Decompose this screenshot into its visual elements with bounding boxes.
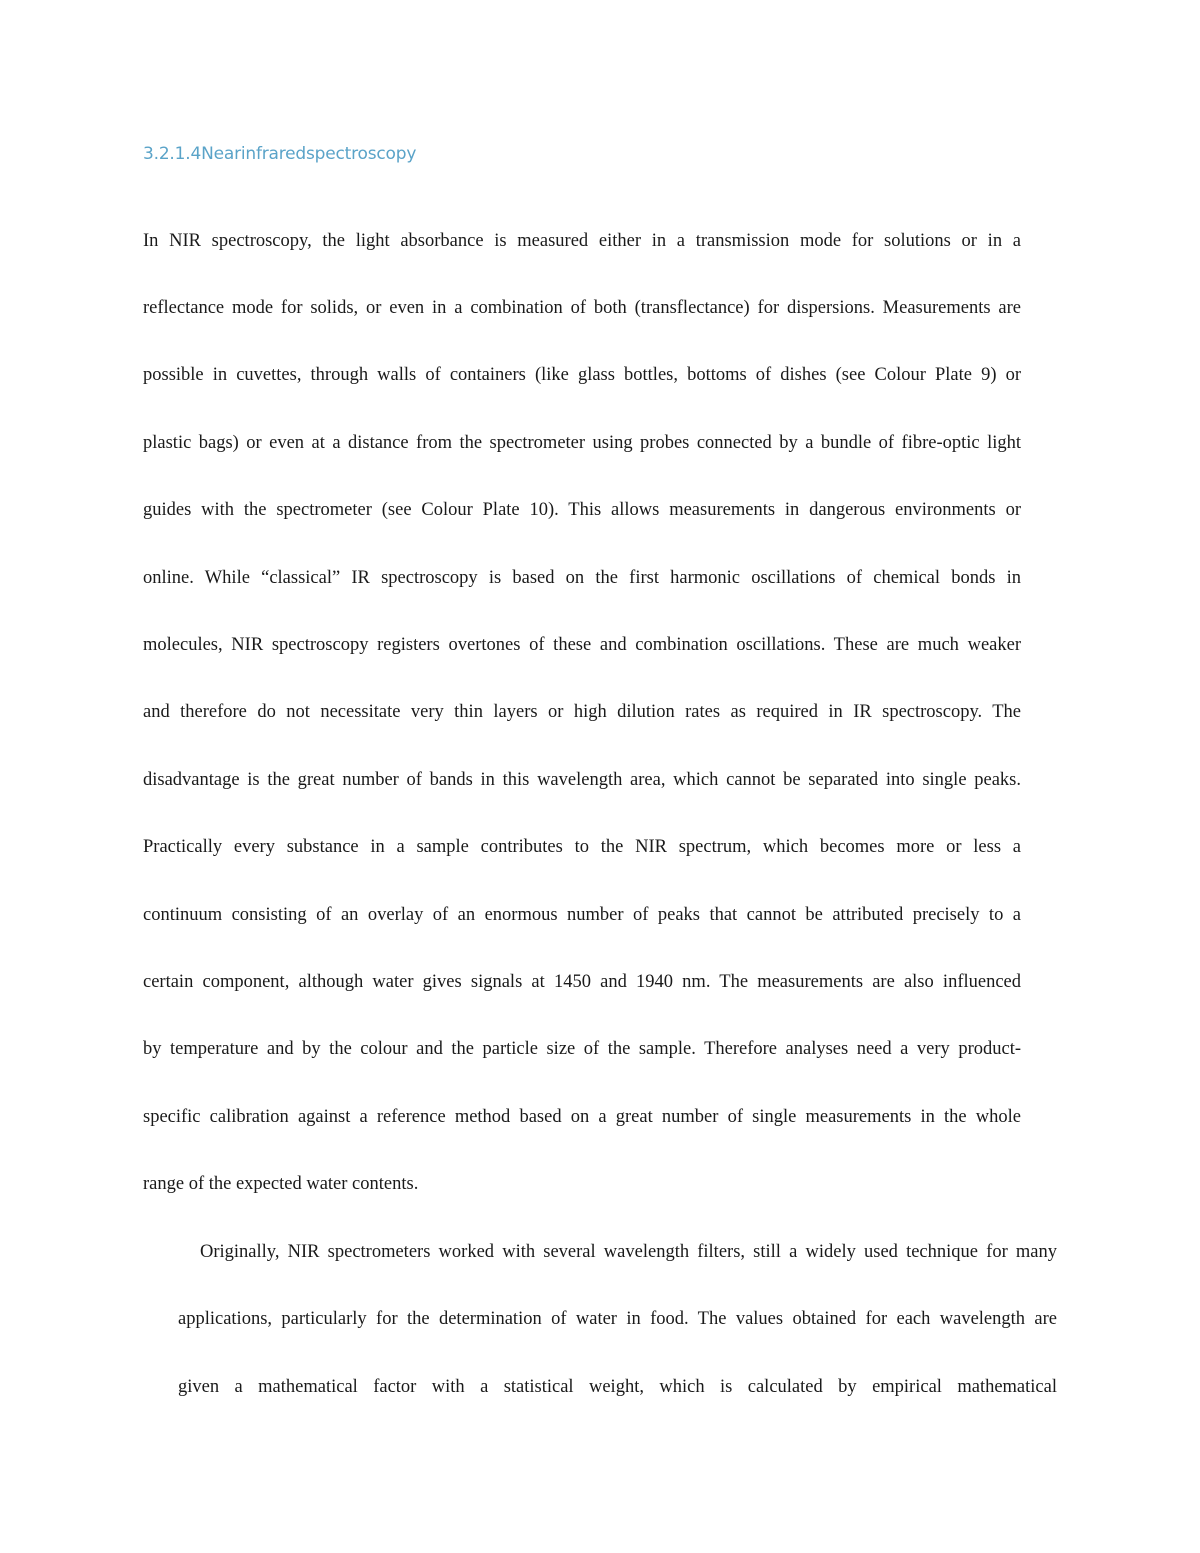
paragraph-1-line: continuum consisting of an overlay of an enormous number of peaks that cannot be attributed precisely to a bbox=[143, 905, 1021, 925]
paragraph-1-line: plastic bags) or even at a distance from the spectrometer using probes connected by a bundle of fibre-optic light bbox=[143, 433, 1021, 453]
paragraph-1-line: specific calibration against a reference method based on a great number of single measurements in the whole bbox=[143, 1107, 1021, 1127]
paragraph-2-line: applications, particularly for the determination of water in food. The values obtained for each wavelength are bbox=[178, 1309, 1057, 1329]
paragraph-2-line: given a mathematical factor with a statistical weight, which is calculated by empirical mathematical bbox=[178, 1377, 1057, 1397]
section-heading: 3.2.1.4Nearinfraredspectroscopy bbox=[143, 144, 417, 164]
paragraph-1-last-line: range of the expected water contents. bbox=[143, 1174, 419, 1194]
paragraph-2-line: Originally, NIR spectrometers worked with several wavelength filters, still a widely used technique for many bbox=[200, 1242, 1057, 1262]
paragraph-1-line: guides with the spectrometer (see Colour Plate 10). This allows measurements in dangerous environments or bbox=[143, 500, 1021, 520]
paragraph-1-line: molecules, NIR spectroscopy registers overtones of these and combination oscillations. These are much weaker bbox=[143, 635, 1021, 655]
paragraph-1-line: by temperature and by the colour and the particle size of the sample. Therefore analyses need a very product- bbox=[143, 1039, 1021, 1059]
paragraph-1-line: certain component, although water gives signals at 1450 and 1940 nm. The measurements are also influenced bbox=[143, 972, 1021, 992]
paragraph-1-line: reflectance mode for solids, or even in a combination of both (transflectance) for dispersions. Measurements are bbox=[143, 298, 1021, 318]
paragraph-1-line: Practically every substance in a sample contributes to the NIR spectrum, which becomes more or less a bbox=[143, 837, 1021, 857]
paragraph-1-line: online. While “classical” IR spectroscopy is based on the first harmonic oscillations of chemical bonds in bbox=[143, 568, 1021, 588]
paragraph-1-line: disadvantage is the great number of bands in this wavelength area, which cannot be separated into single peaks. bbox=[143, 770, 1021, 790]
paragraph-1-line: possible in cuvettes, through walls of containers (like glass bottles, bottoms of dishes (see Colour Plate 9) or bbox=[143, 365, 1021, 385]
paragraph-1-line: and therefore do not necessitate very thin layers or high dilution rates as required in IR spectroscopy. The bbox=[143, 702, 1021, 722]
paragraph-1-line: In NIR spectroscopy, the light absorbance is measured either in a transmission mode for solutions or in a bbox=[143, 231, 1021, 251]
